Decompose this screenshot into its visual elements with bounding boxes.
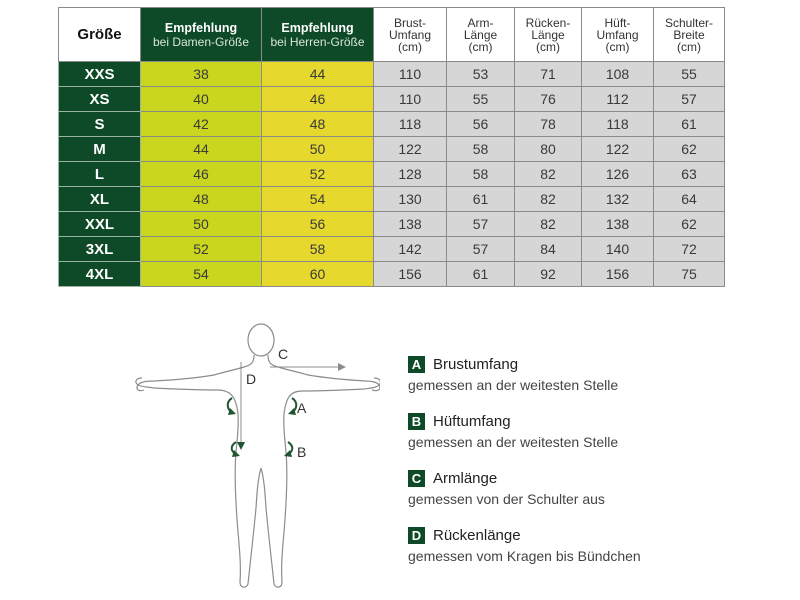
- header-hueft-line3: (cm): [605, 39, 630, 54]
- header-women: [141, 8, 262, 62]
- cell-hueft: 156: [582, 262, 654, 287]
- cell-hueft: 126: [582, 162, 654, 187]
- cell-arm: 57: [447, 237, 515, 262]
- cell-hueft: 108: [582, 62, 654, 87]
- legend-name: Hüftumfang: [433, 412, 511, 430]
- cell-ruecken: 92: [515, 262, 582, 287]
- header-ruecken: [515, 8, 582, 62]
- cell-hueft: 138: [582, 212, 654, 237]
- cell-ruecken: 82: [515, 212, 582, 237]
- cell-arm: 58: [447, 162, 515, 187]
- header-arm-line3: (cm): [468, 39, 493, 54]
- cell-ruecken: 84: [515, 237, 582, 262]
- legend-name: Armlänge: [433, 469, 498, 487]
- cell-ruecken: 76: [515, 87, 582, 112]
- header-men-sub: bei Herren-Größe: [270, 34, 365, 49]
- header-arm-line1: Arm-: [467, 15, 494, 30]
- figure-label-c: C: [278, 346, 289, 362]
- header-arm-line2: Länge: [463, 27, 498, 42]
- cell-ruecken: 82: [515, 162, 582, 187]
- cell-size: S: [59, 112, 141, 137]
- header-men: [262, 8, 374, 62]
- measurement-legend: [408, 354, 768, 582]
- header-brust-line1: Brust-: [393, 15, 426, 30]
- legend-letter: A: [408, 356, 425, 373]
- legend-item: [408, 354, 768, 393]
- cell-schulter: 64: [654, 187, 725, 212]
- header-schulter: [654, 8, 725, 62]
- cell-hueft: 122: [582, 137, 654, 162]
- cell-hueft: 112: [582, 87, 654, 112]
- cell-ruecken: 80: [515, 137, 582, 162]
- cell-size: 4XL: [59, 262, 141, 287]
- legend-item: [408, 525, 768, 564]
- cell-ruecken: 71: [515, 62, 582, 87]
- cell-arm: 58: [447, 137, 515, 162]
- table-row: [59, 62, 725, 87]
- cell-size: XS: [59, 87, 141, 112]
- table-row: [59, 187, 725, 212]
- cell-men: 50: [262, 137, 374, 162]
- cell-brust: 156: [374, 262, 447, 287]
- cell-women: 38: [141, 62, 262, 87]
- cell-brust: 142: [374, 237, 447, 262]
- header-hueft-line1: Hüft-: [604, 15, 631, 30]
- cell-schulter: 75: [654, 262, 725, 287]
- table-row: [59, 112, 725, 137]
- cell-men: 46: [262, 87, 374, 112]
- header-schulter-line1: Schulter-: [664, 15, 714, 30]
- cell-brust: 110: [374, 87, 447, 112]
- table-row: [59, 87, 725, 112]
- legend-name: Rückenlänge: [433, 526, 521, 544]
- cell-arm: 55: [447, 87, 515, 112]
- legend-letter: D: [408, 527, 425, 544]
- figure-label-b: B: [297, 444, 307, 460]
- body-measurement-figure: [130, 318, 380, 593]
- figure-label-d: D: [246, 371, 257, 387]
- table-row: [59, 212, 725, 237]
- legend-desc: gemessen vom Kragen bis Bündchen: [408, 548, 641, 564]
- cell-hueft: 140: [582, 237, 654, 262]
- legend-letter: B: [408, 413, 425, 430]
- header-schulter-line2: Breite: [673, 27, 705, 42]
- header-brust-line3: (cm): [398, 39, 422, 54]
- cell-hueft: 132: [582, 187, 654, 212]
- header-brust: [374, 8, 447, 62]
- cell-schulter: 72: [654, 237, 725, 262]
- cell-brust: 138: [374, 212, 447, 237]
- cell-brust: 122: [374, 137, 447, 162]
- header-size: Größe: [59, 8, 141, 62]
- cell-hueft: 118: [582, 112, 654, 137]
- cell-brust: 118: [374, 112, 447, 137]
- header-ruecken-line2: Länge: [531, 27, 565, 42]
- table-row: [59, 162, 725, 187]
- cell-size: XL: [59, 187, 141, 212]
- header-arm: [447, 8, 515, 62]
- legend-item: [408, 411, 768, 450]
- cell-schulter: 62: [654, 137, 725, 162]
- cell-schulter: 55: [654, 62, 725, 87]
- cell-men: 52: [262, 162, 374, 187]
- legend-title: [408, 525, 768, 545]
- cell-size: M: [59, 137, 141, 162]
- cell-men: 48: [262, 112, 374, 137]
- cell-arm: 61: [447, 187, 515, 212]
- figure-labels: [246, 346, 307, 460]
- header-women-sub: bei Damen-Größe: [152, 34, 250, 49]
- cell-size: XXL: [59, 212, 141, 237]
- legend-title: [408, 411, 768, 431]
- cell-women: 52: [141, 237, 262, 262]
- cell-brust: 130: [374, 187, 447, 212]
- legend-title: [408, 468, 768, 488]
- header-schulter-line3: (cm): [677, 39, 701, 54]
- header-women-title: Empfehlung: [164, 20, 238, 35]
- cell-women: 48: [141, 187, 262, 212]
- cell-ruecken: 78: [515, 112, 582, 137]
- cell-arm: 57: [447, 212, 515, 237]
- legend-item: [408, 468, 768, 507]
- cell-ruecken: 82: [515, 187, 582, 212]
- table-row: [59, 237, 725, 262]
- cell-men: 60: [262, 262, 374, 287]
- cell-men: 44: [262, 62, 374, 87]
- figure-label-a: A: [297, 400, 307, 416]
- cell-schulter: 63: [654, 162, 725, 187]
- cell-women: 46: [141, 162, 262, 187]
- cell-size: L: [59, 162, 141, 187]
- table-body: [59, 62, 725, 287]
- header-hueft-line2: Umfang: [596, 27, 639, 42]
- header-ruecken-line1: Rücken-: [525, 15, 571, 30]
- table-row: [59, 262, 725, 287]
- legend-desc: gemessen an der weitesten Stelle: [408, 377, 619, 393]
- table-header-row: [59, 8, 725, 62]
- header-hueft: [582, 8, 654, 62]
- cell-schulter: 61: [654, 112, 725, 137]
- cell-arm: 61: [447, 262, 515, 287]
- cell-men: 56: [262, 212, 374, 237]
- cell-women: 42: [141, 112, 262, 137]
- legend-title: [408, 354, 768, 374]
- cell-women: 54: [141, 262, 262, 287]
- legend-desc: gemessen von der Schulter aus: [408, 491, 605, 507]
- table-row: [59, 137, 725, 162]
- cell-schulter: 62: [654, 212, 725, 237]
- header-brust-line2: Umfang: [388, 27, 432, 42]
- legend-letter: C: [408, 470, 425, 487]
- cell-men: 58: [262, 237, 374, 262]
- header-men-title: Empfehlung: [281, 20, 354, 35]
- body-outline: [136, 324, 380, 587]
- cell-arm: 56: [447, 112, 515, 137]
- size-table: [58, 7, 725, 287]
- legend-desc: gemessen an der weitesten Stelle: [408, 434, 619, 450]
- cell-women: 50: [141, 212, 262, 237]
- cell-arm: 53: [447, 62, 515, 87]
- cell-size: 3XL: [59, 237, 141, 262]
- cell-brust: 128: [374, 162, 447, 187]
- cell-men: 54: [262, 187, 374, 212]
- legend-name: Brustumfang: [433, 355, 519, 373]
- cell-women: 40: [141, 87, 262, 112]
- cell-women: 44: [141, 137, 262, 162]
- cell-schulter: 57: [654, 87, 725, 112]
- cell-brust: 110: [374, 62, 447, 87]
- cell-size: XXS: [59, 62, 141, 87]
- header-ruecken-line3: (cm): [536, 39, 560, 54]
